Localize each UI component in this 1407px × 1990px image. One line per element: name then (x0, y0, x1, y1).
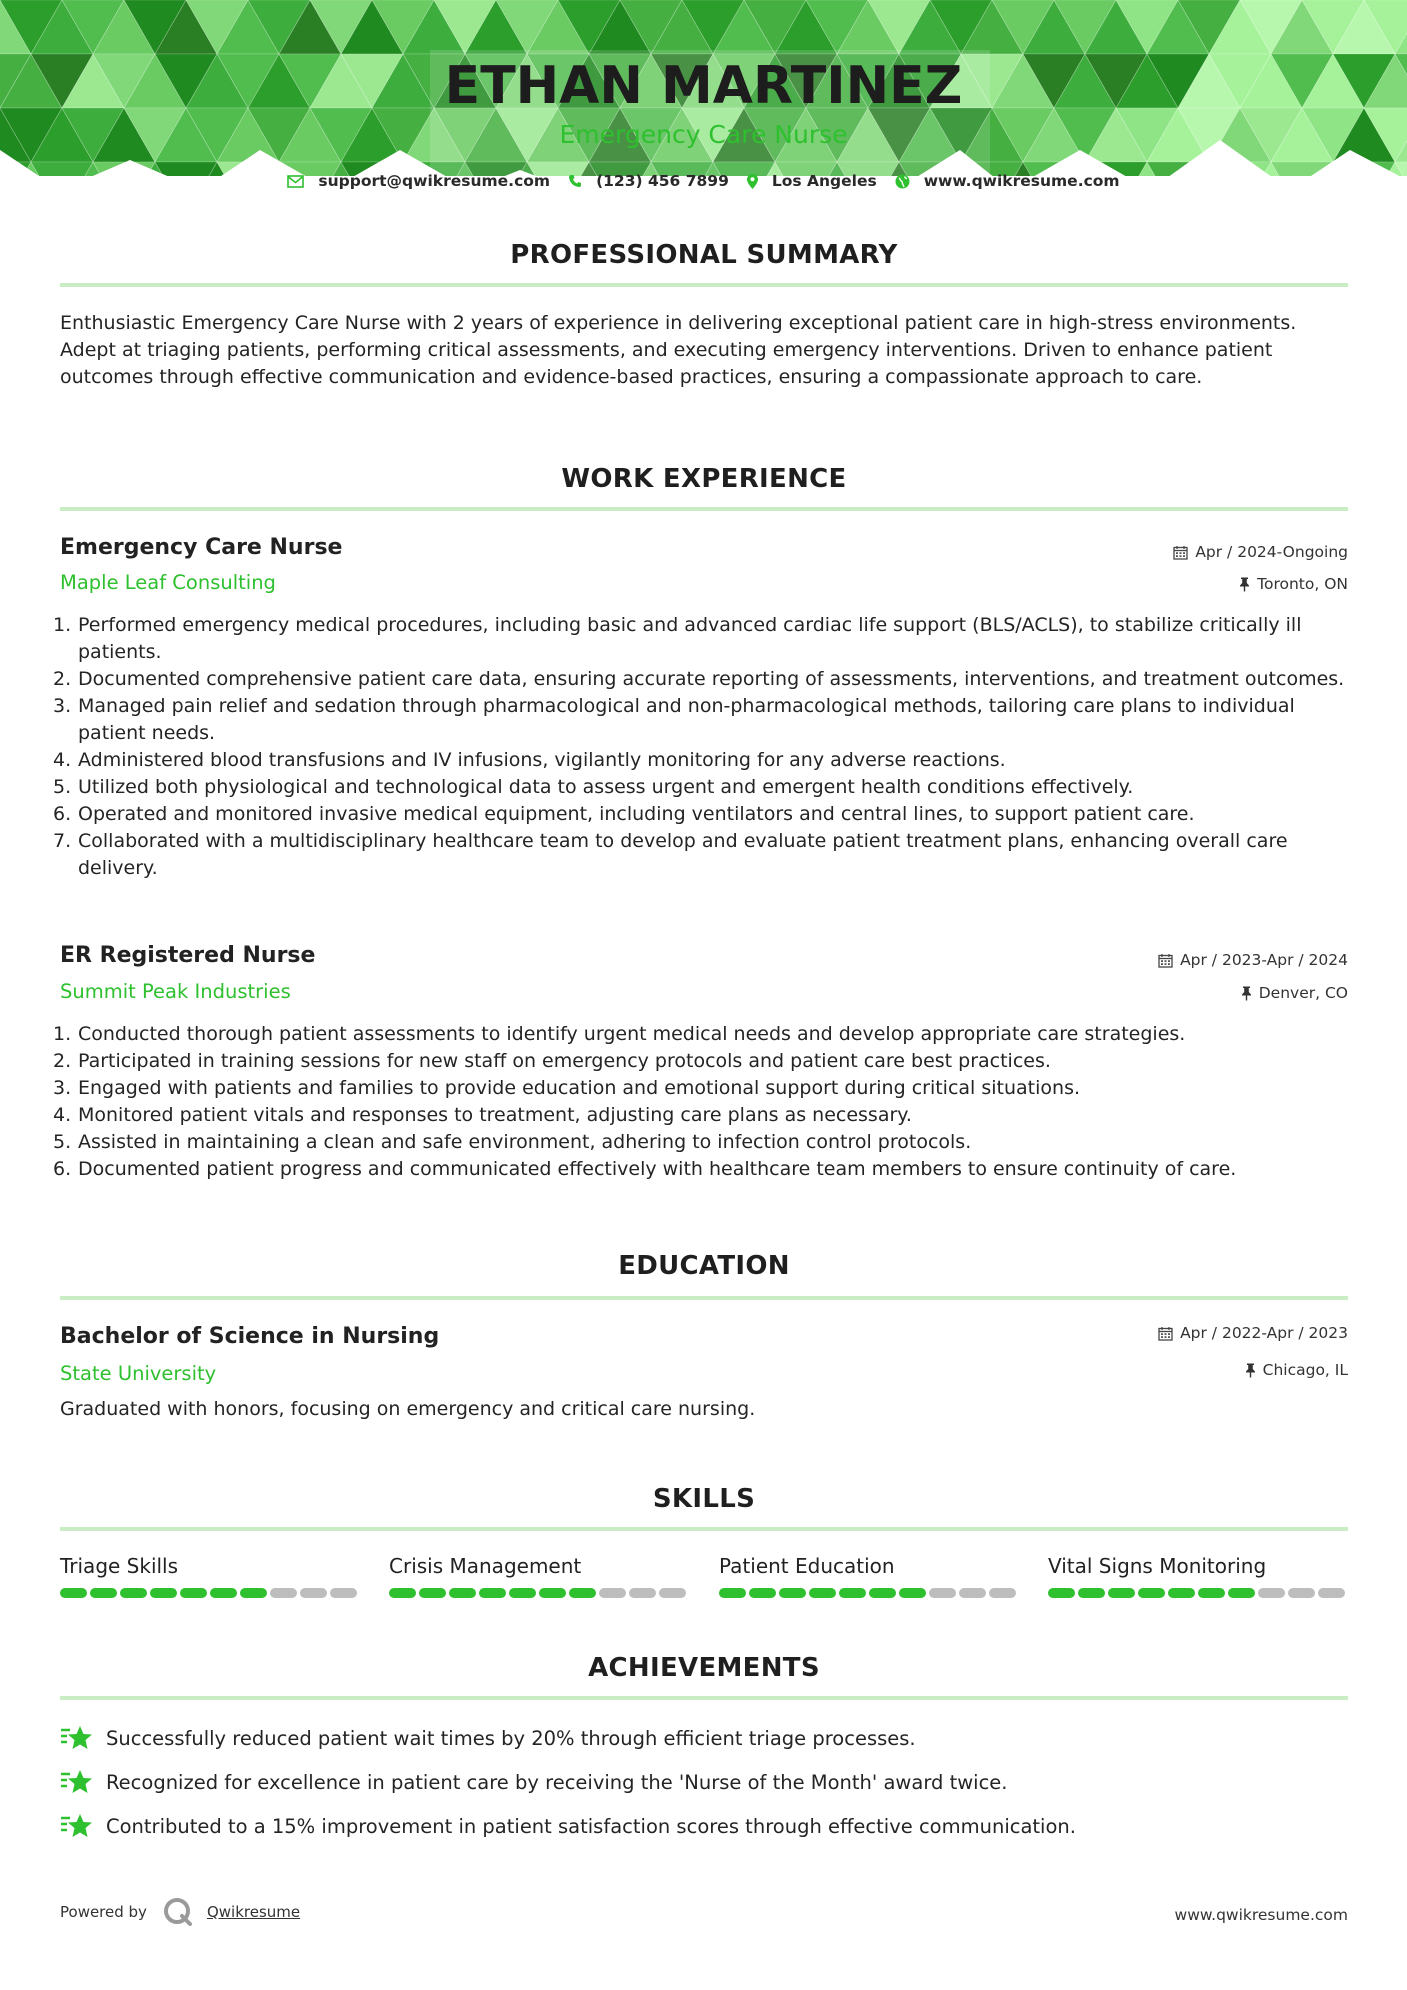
school-name: State University (60, 1362, 217, 1385)
calendar-icon (1173, 545, 1188, 560)
skill-dot-filled (1048, 1588, 1075, 1598)
contact-phone-text: (123) 456 7899 (596, 172, 729, 190)
calendar-icon (1158, 1326, 1173, 1341)
list-item: Assisted in maintaining a clean and safe environment, adhering to infection control protocols. (78, 1131, 972, 1153)
skill-dot-filled (419, 1588, 446, 1598)
candidate-name: ETHAN MARTINEZ (444, 56, 963, 116)
skill-dot-filled (180, 1588, 207, 1598)
skill-dot-filled (509, 1588, 536, 1598)
education-description: Graduated with honors, focusing on emergency and critical care nursing. (60, 1398, 756, 1420)
education-dates (1158, 1324, 1348, 1342)
skill-level-bar (60, 1588, 360, 1598)
skill-dot-filled (869, 1588, 896, 1598)
pushpin-icon (1239, 577, 1250, 592)
skill-dot-filled (120, 1588, 147, 1598)
job-location-text: Toronto, ON (1257, 575, 1348, 593)
job-responsibilities (60, 1021, 1350, 1183)
skill-dot-filled (569, 1588, 596, 1598)
job-responsibilities (60, 612, 1350, 882)
powered-by-label: Powered by (60, 1903, 147, 1921)
pushpin-icon (1245, 1363, 1256, 1378)
skill-dot-empty (629, 1588, 656, 1598)
skill-dot-filled (479, 1588, 506, 1598)
list-item: Performed emergency medical procedures, including basic and advanced cardiac life support (BLS/ACLS), to stabilize critically ill patients. (78, 614, 1302, 663)
skill-name: Vital Signs Monitoring (1048, 1554, 1267, 1578)
skill-dot-filled (1168, 1588, 1195, 1598)
skill-name: Patient Education (719, 1554, 895, 1578)
list-item: Operated and monitored invasive medical equipment, including ventilators and central lines, to support patient care. (78, 803, 1195, 825)
job-dates (1173, 543, 1348, 561)
degree-title: Bachelor of Science in Nursing (60, 1324, 440, 1349)
skill-dot-filled (1138, 1588, 1165, 1598)
envelope-icon (287, 175, 304, 188)
skill-dot-filled (1228, 1588, 1255, 1598)
contact-website[interactable] (895, 172, 1120, 190)
achievements-heading: ACHIEVEMENTS (588, 1653, 820, 1683)
list-item: Documented comprehensive patient care data, ensuring accurate reporting of assessments, interventions, and treatment outcomes. (78, 668, 1345, 690)
skill-dot-empty (599, 1588, 626, 1598)
experience-heading: WORK EXPERIENCE (561, 464, 847, 494)
phone-icon (568, 174, 582, 188)
experience-divider (60, 507, 1348, 511)
skill-dot-empty (300, 1588, 327, 1598)
list-item: Collaborated with a multidisciplinary healthcare team to develop and evaluate patient treatment plans, enhancing overall care delivery. (78, 830, 1288, 879)
contact-location (747, 172, 877, 190)
skill-dot-empty (1288, 1588, 1315, 1598)
skill-level-bar (389, 1588, 689, 1598)
achievement-text: Recognized for excellence in patient care by receiving the 'Nurse of the Month' award twice. (106, 1770, 1008, 1794)
map-pin-icon (747, 174, 758, 189)
skill-level-bar (719, 1588, 1019, 1598)
company-name: Maple Leaf Consulting (60, 571, 276, 594)
list-item: Monitored patient vitals and responses to treatment, adjusting care plans as necessary. (78, 1104, 912, 1126)
skill-level-bar (1048, 1588, 1348, 1598)
calendar-icon (1158, 953, 1173, 968)
contact-location-text: Los Angeles (771, 172, 877, 190)
skill-dot-filled (60, 1588, 87, 1598)
job-location-text: Denver, CO (1258, 984, 1348, 1002)
achievements-divider (60, 1696, 1348, 1700)
qwikresume-logo-icon (163, 1897, 193, 1927)
skill-dot-empty (959, 1588, 986, 1598)
star-award-icon (60, 1812, 94, 1840)
job-dates (1158, 951, 1348, 969)
skill-dot-filled (1198, 1588, 1225, 1598)
skill-dot-filled (809, 1588, 836, 1598)
achievement-text: Successfully reduced patient wait times by 20% through efficient triage processes. (106, 1726, 916, 1750)
skill-dot-empty (929, 1588, 956, 1598)
skill-dot-filled (449, 1588, 476, 1598)
job-dates-text: Apr / 2023-Apr / 2024 (1180, 951, 1348, 969)
list-item: Administered blood transfusions and IV infusions, vigilantly monitoring for any adverse reactions. (78, 749, 1006, 771)
skill-dot-filled (749, 1588, 776, 1598)
skill-item (389, 1554, 689, 1598)
skill-dot-filled (90, 1588, 117, 1598)
achievement-text: Contributed to a 15% improvement in patient satisfaction scores through effective communication. (106, 1814, 1076, 1838)
skill-dot-filled (240, 1588, 267, 1598)
education-heading: EDUCATION (618, 1251, 790, 1281)
job-title: ER Registered Nurse (60, 943, 316, 968)
skill-dot-filled (539, 1588, 566, 1598)
achievement-item (60, 1724, 916, 1752)
list-item: Conducted thorough patient assessments to identify urgent medical needs and develop appropriate care strategies. (78, 1023, 1186, 1045)
candidate-role: Emergency Care Nurse (559, 120, 848, 149)
skill-dot-filled (1108, 1588, 1135, 1598)
list-item: Managed pain relief and sedation through pharmacological and non-pharmacological methods, tailoring care plans to individual patient needs. (78, 695, 1295, 744)
pushpin-icon (1241, 986, 1252, 1001)
contact-email[interactable] (287, 172, 550, 190)
job-location (1241, 984, 1348, 1002)
skill-dot-filled (1078, 1588, 1105, 1598)
skills-heading: SKILLS (652, 1484, 756, 1514)
job-title: Emergency Care Nurse (60, 535, 343, 560)
education-dates-text: Apr / 2022-Apr / 2023 (1180, 1324, 1348, 1342)
summary-text: Enthusiastic Emergency Care Nurse with 2 years of experience in delivering exceptional patient care in high-stress environments. Adept at triaging patients, performing critical assessments, and executing emergency interventions. Driven to enhance patient outcomes through effective communication and evidence-based practices, ensuring a compassionate approach to care. (60, 312, 1297, 388)
summary-heading: PROFESSIONAL SUMMARY (510, 240, 898, 270)
achievement-item (60, 1768, 1008, 1796)
summary-divider (60, 283, 1348, 287)
skill-dot-filled (719, 1588, 746, 1598)
company-name: Summit Peak Industries (60, 980, 291, 1003)
achievement-item (60, 1812, 1076, 1840)
list-item: Engaged with patients and families to provide education and emotional support during critical situations. (78, 1077, 1081, 1099)
skill-dot-filled (839, 1588, 866, 1598)
star-award-icon (60, 1768, 94, 1796)
list-item: Documented patient progress and communicated effectively with healthcare team members to ensure continuity of care. (78, 1158, 1237, 1180)
footer-branding (60, 1897, 300, 1927)
skill-dot-empty (330, 1588, 357, 1598)
skill-dot-filled (779, 1588, 806, 1598)
skill-name: Crisis Management (389, 1554, 582, 1578)
education-divider (60, 1296, 1348, 1300)
contact-email-text: support@qwikresume.com (318, 172, 551, 190)
star-award-icon (60, 1724, 94, 1752)
skill-dot-empty (1318, 1588, 1345, 1598)
contact-bar (0, 172, 1407, 190)
skill-dot-filled (899, 1588, 926, 1598)
footer-website[interactable]: www.qwikresume.com (1174, 1906, 1348, 1924)
education-location-text: Chicago, IL (1262, 1361, 1348, 1379)
skill-dot-empty (1258, 1588, 1285, 1598)
list-item: Participated in training sessions for new staff on emergency protocols and patient care best practices. (78, 1050, 1051, 1072)
skill-dot-filled (210, 1588, 237, 1598)
skill-item (719, 1554, 1019, 1598)
skill-item (1048, 1554, 1348, 1598)
skill-name: Triage Skills (60, 1554, 179, 1578)
education-location (1245, 1361, 1348, 1379)
skills-divider (60, 1527, 1348, 1531)
globe-icon (895, 174, 910, 189)
qwikresume-link[interactable]: Qwikresume (206, 1903, 301, 1921)
contact-phone[interactable] (568, 172, 729, 190)
contact-website-text: www.qwikresume.com (923, 172, 1120, 190)
skill-dot-filled (150, 1588, 177, 1598)
job-dates-text: Apr / 2024-Ongoing (1195, 543, 1348, 561)
job-location (1239, 575, 1348, 593)
skill-dot-empty (989, 1588, 1016, 1598)
skill-dot-empty (270, 1588, 297, 1598)
skill-dot-empty (659, 1588, 686, 1598)
skill-item (60, 1554, 360, 1598)
skill-dot-filled (389, 1588, 416, 1598)
list-item: Utilized both physiological and technological data to assess urgent and emergent health conditions effectively. (78, 776, 1134, 798)
